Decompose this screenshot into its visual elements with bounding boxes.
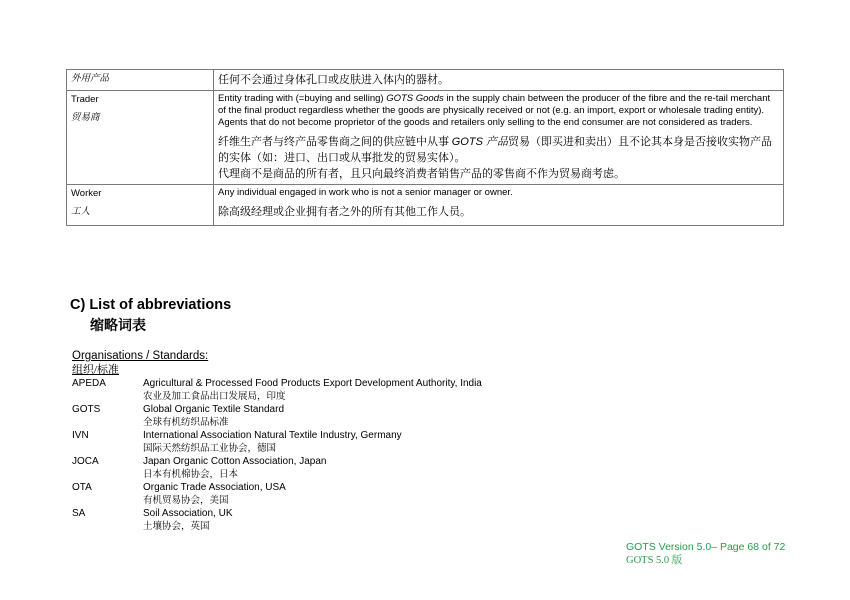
definitions-table [66,69,784,226]
abbreviation-list [72,378,772,534]
list-item [72,456,772,482]
abbreviation-key: OTA [72,482,92,493]
term-zh: 贸易商 [71,113,100,123]
definition-en-note: Agents that do not become proprietor of the goods and retailers only selling to the end consumer are not considered as traders. [218,117,753,128]
table-row [67,91,784,185]
abbreviation-zh: 国际天然纺织品工业协会，德国 [143,444,277,454]
list-item [72,508,772,534]
definition-cell [214,91,784,185]
abbreviation-key: JOCA [72,456,99,467]
term-cell [67,91,214,185]
table-row [67,185,784,226]
subheading-zh: 组织/标准 [72,364,120,376]
list-item [72,430,772,456]
list-item [72,378,772,404]
abbreviation-zh: 全球有机纺织品标准 [143,418,229,428]
term-cell [67,70,214,91]
abbreviation-key: APEDA [72,378,106,389]
abbreviation-zh: 农业及加工食品出口发展局，印度 [143,392,286,402]
definition-cell [214,70,784,91]
list-item [72,404,772,430]
page-footer [626,540,785,568]
definition-zh: 除高级经理或企业拥有者之外的所有其他工作人员。 [218,206,471,218]
abbreviation-en: Agricultural & Processed Food Products Export Development Authority, India [143,378,482,389]
term-cell [67,185,214,226]
section-title-zh: 缩略词表 [90,317,146,333]
definition-term-italic: GOTS Goods [386,93,444,104]
definition-text: Entity trading with (=buying and selling) [218,93,387,104]
definition-en [218,93,779,117]
abbreviation-zh: 土壤协会，英国 [143,522,210,532]
term-en: Worker [71,188,102,199]
abbreviation-en: Global Organic Textile Standard [143,404,285,415]
definition-text: 贸易（即买进和卖出）且不论其本身是否接收实物产品的实体（如：进口、出口或从事批发的贸易实体）。 [218,136,772,164]
definition-zh: 任何不会通过身体孔口或皮肤进入体内的器材。 [218,74,449,86]
list-item [72,482,772,508]
subheading: Organisations / Standards: [72,350,209,362]
abbreviation-key: SA [72,508,86,519]
abbreviation-zh: 日本有机棉协会，日本 [143,470,239,480]
abbreviation-key: IVN [72,430,89,441]
definition-term-italic: GOTS 产品 [451,136,508,148]
abbreviation-key: GOTS [72,404,101,415]
definition-text: in the supply chain between the producer of the fibre and the re-tail merchant of the final product regardless whether the goods are physically received or not (e.g. an import, export or wholesale trading entity). [218,93,771,116]
term-en: Trader [71,94,99,105]
abbreviation-en: International Association Natural Textile Industry, Germany [143,430,402,441]
footer-version: GOTS Version 5.0– Page 68 of 72 [626,541,786,553]
definition-cell [214,185,784,226]
footer-version-zh: GOTS 5.0 版 [626,555,683,566]
term-zh: 工人 [71,207,91,217]
definition-zh-note: 代理商不是商品的所有者，且只向最终消费者销售产品的零售商不作为贸易商考虑。 [218,168,625,180]
abbreviation-zh: 有机贸易协会，美国 [143,496,229,506]
abbreviation-en: Organic Trade Association, USA [143,482,286,493]
definition-zh [218,134,779,166]
abbreviation-en: Soil Association, UK [143,508,233,519]
abbreviation-en: Japan Organic Cotton Association, Japan [143,456,327,467]
section-title: C) List of abbreviations [70,297,232,313]
definition-en: Any individual engaged in work who is not a senior manager or owner. [218,187,513,198]
term-zh: 外用产品 [71,74,110,84]
table-row [67,70,784,91]
definition-text: 纤维生产者与终产品零售商之间的供应链中从事 [218,136,452,148]
